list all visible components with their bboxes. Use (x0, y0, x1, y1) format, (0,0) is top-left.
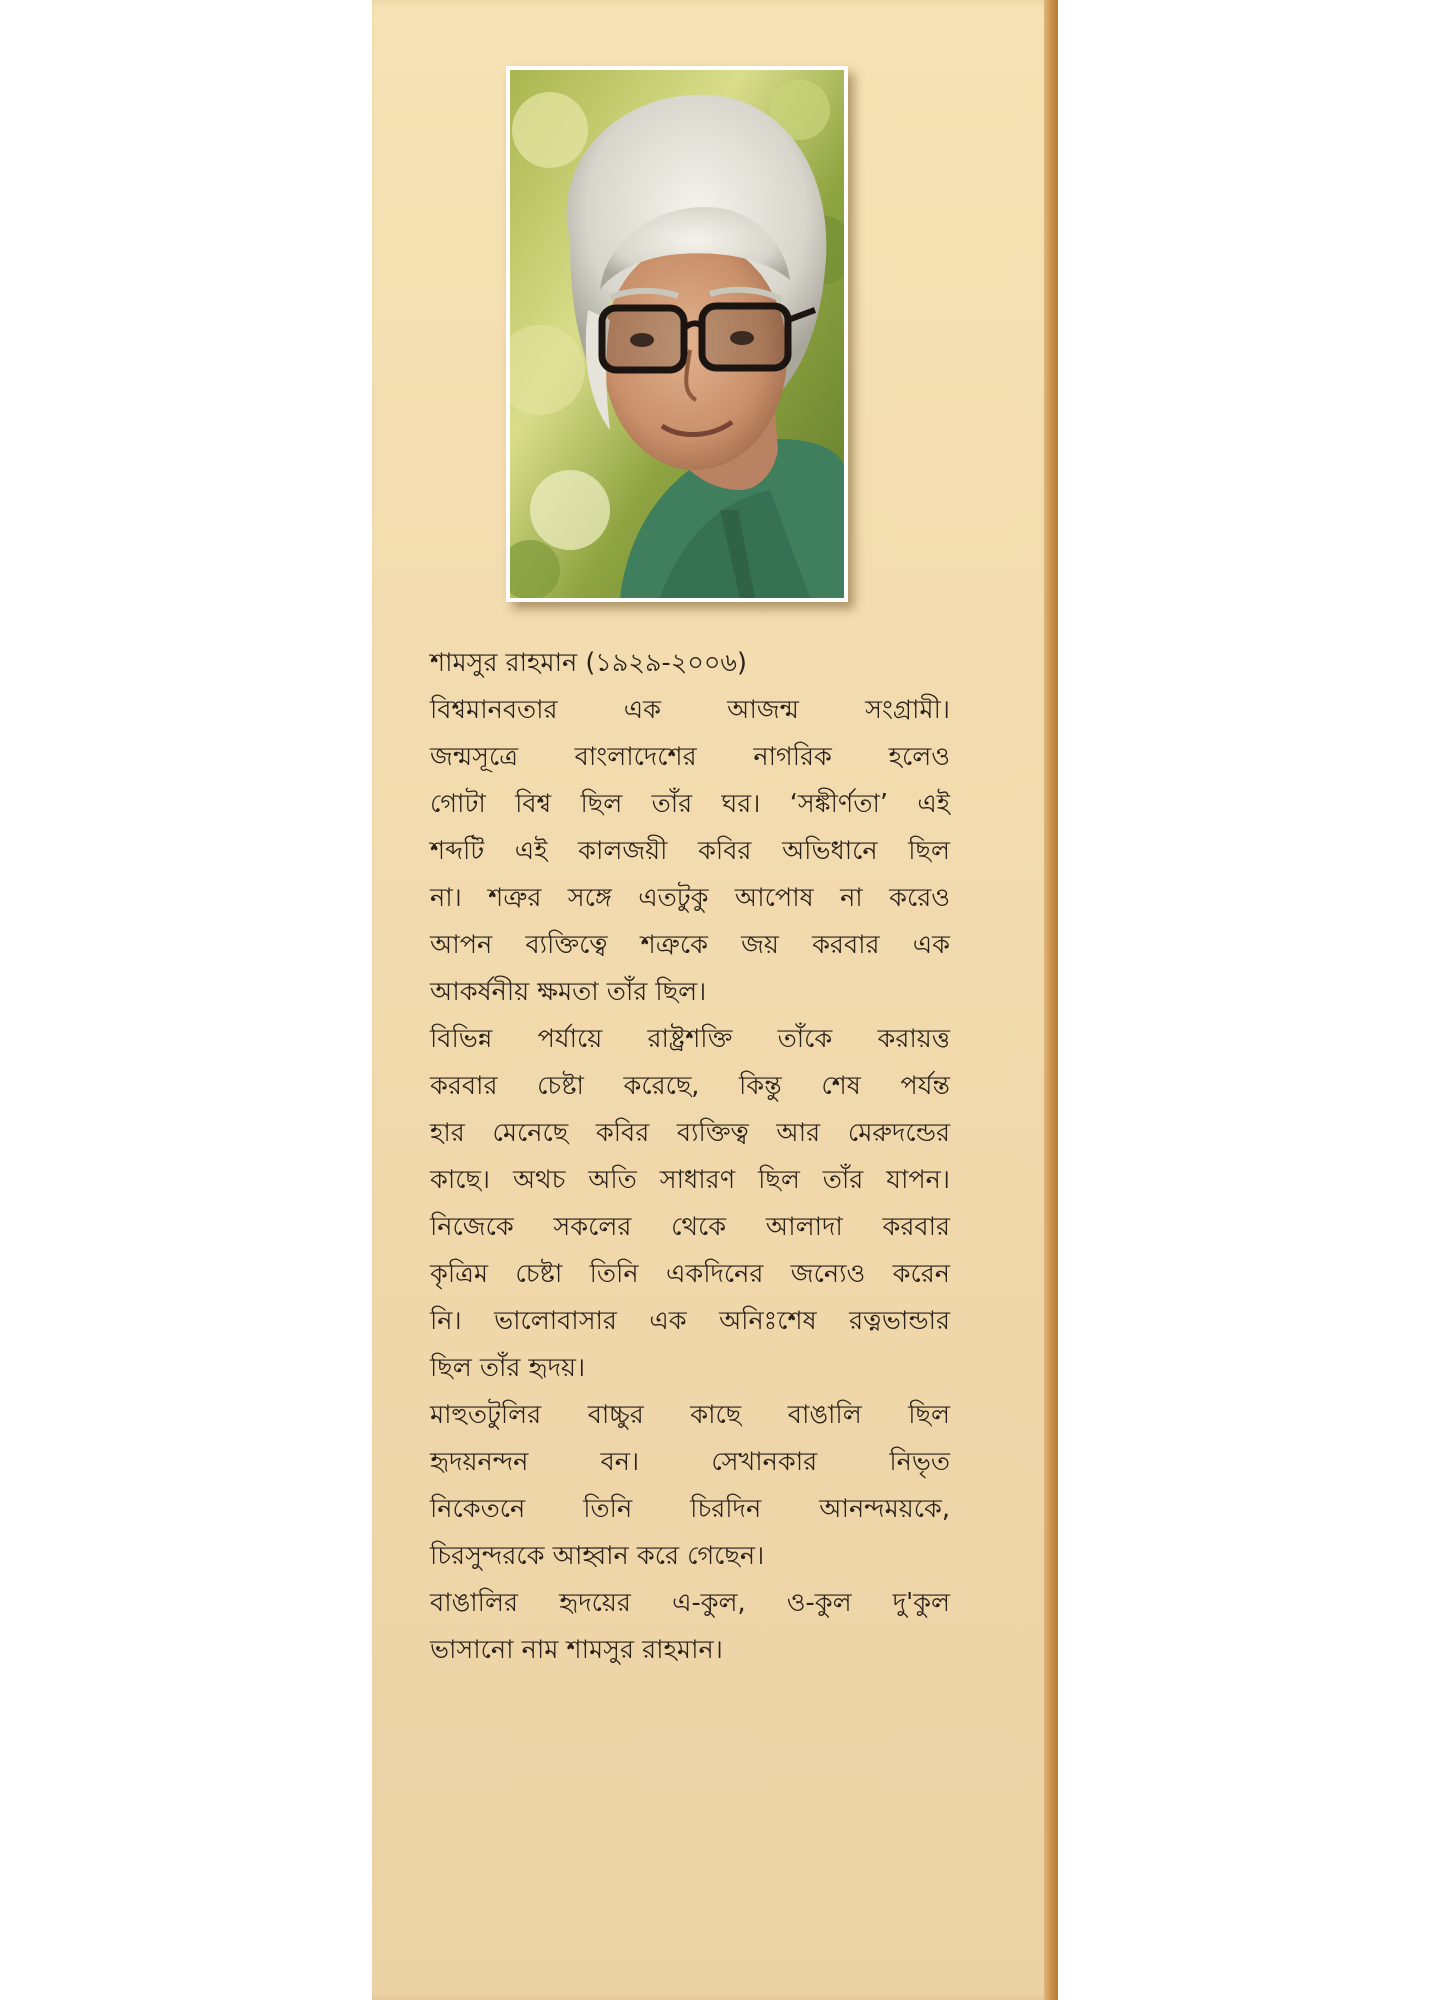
bio-line: হৃদয়নন্দন বন। সেখানকার নিভৃত (430, 1447, 950, 1477)
author-photo (510, 70, 844, 598)
bio-line: চিরসুন্দরকে আহ্বান করে গেছেন। (430, 1541, 765, 1571)
book-spine-edge (1044, 0, 1058, 2000)
bio-line: শামসুর রাহমান (১৯২৯-২০০৬) (430, 648, 747, 678)
bio-line: বিশ্বমানবতার এক আজন্ম সংগ্রামী। (430, 695, 950, 725)
bio-line: কৃত্রিম চেষ্টা তিনি একদিনের জন্যেও করেন (430, 1259, 950, 1289)
bio-line: নিকেতনে তিনি চিরদিন আনন্দময়কে, (430, 1494, 950, 1524)
bio-line: আপন ব্যক্তিত্বে শত্রুকে জয় করবার এক (430, 930, 950, 960)
bio-line: না। শত্রুর সঙ্গে এতটুকু আপোষ না করেও (430, 883, 950, 913)
bio-line: গোটা বিশ্ব ছিল তাঁর ঘর। ‘সঙ্কীর্ণতা’ এই (430, 789, 950, 819)
bio-line: বাঙালির হৃদয়ের এ-কুল, ও-কুল দু'কুল (430, 1588, 950, 1618)
bio-line: কাছে। অথচ অতি সাধারণ ছিল তাঁর যাপন। (430, 1165, 950, 1195)
bio-line: নিজেকে সকলের থেকে আলাদা করবার (430, 1212, 950, 1242)
author-photo-frame (506, 66, 848, 602)
bio-line: হার মেনেছে কবির ব্যক্তিত্ব আর মেরুদন্ডের (430, 1118, 950, 1148)
bio-line: জন্মসূত্রে বাংলাদেশের নাগরিক হলেও (430, 742, 950, 772)
bio-line: ছিল তাঁর হৃদয়। (430, 1353, 586, 1383)
bio-line: মাহুতটুলির বাচ্চুর কাছে বাঙালি ছিল (430, 1400, 950, 1430)
bio-line: শব্দটি এই কালজয়ী কবির অভিধানে ছিল (430, 836, 950, 866)
bio-line: ভাসানো নাম শামসুর রাহমান। (430, 1635, 723, 1665)
author-biography (430, 640, 950, 1674)
bio-line: বিভিন্ন পর্যায়ে রাষ্ট্রশক্তি তাঁকে করায়ত্ত (430, 1024, 950, 1054)
bio-line: করবার চেষ্টা করেছে, কিন্তু শেষ পর্যন্ত (430, 1071, 950, 1101)
bio-line: আকর্ষনীয় ক্ষমতা তাঁর ছিল। (430, 977, 707, 1007)
bio-line: নি। ভালোবাসার এক অনিঃশেষ রত্নভান্ডার (430, 1306, 950, 1336)
